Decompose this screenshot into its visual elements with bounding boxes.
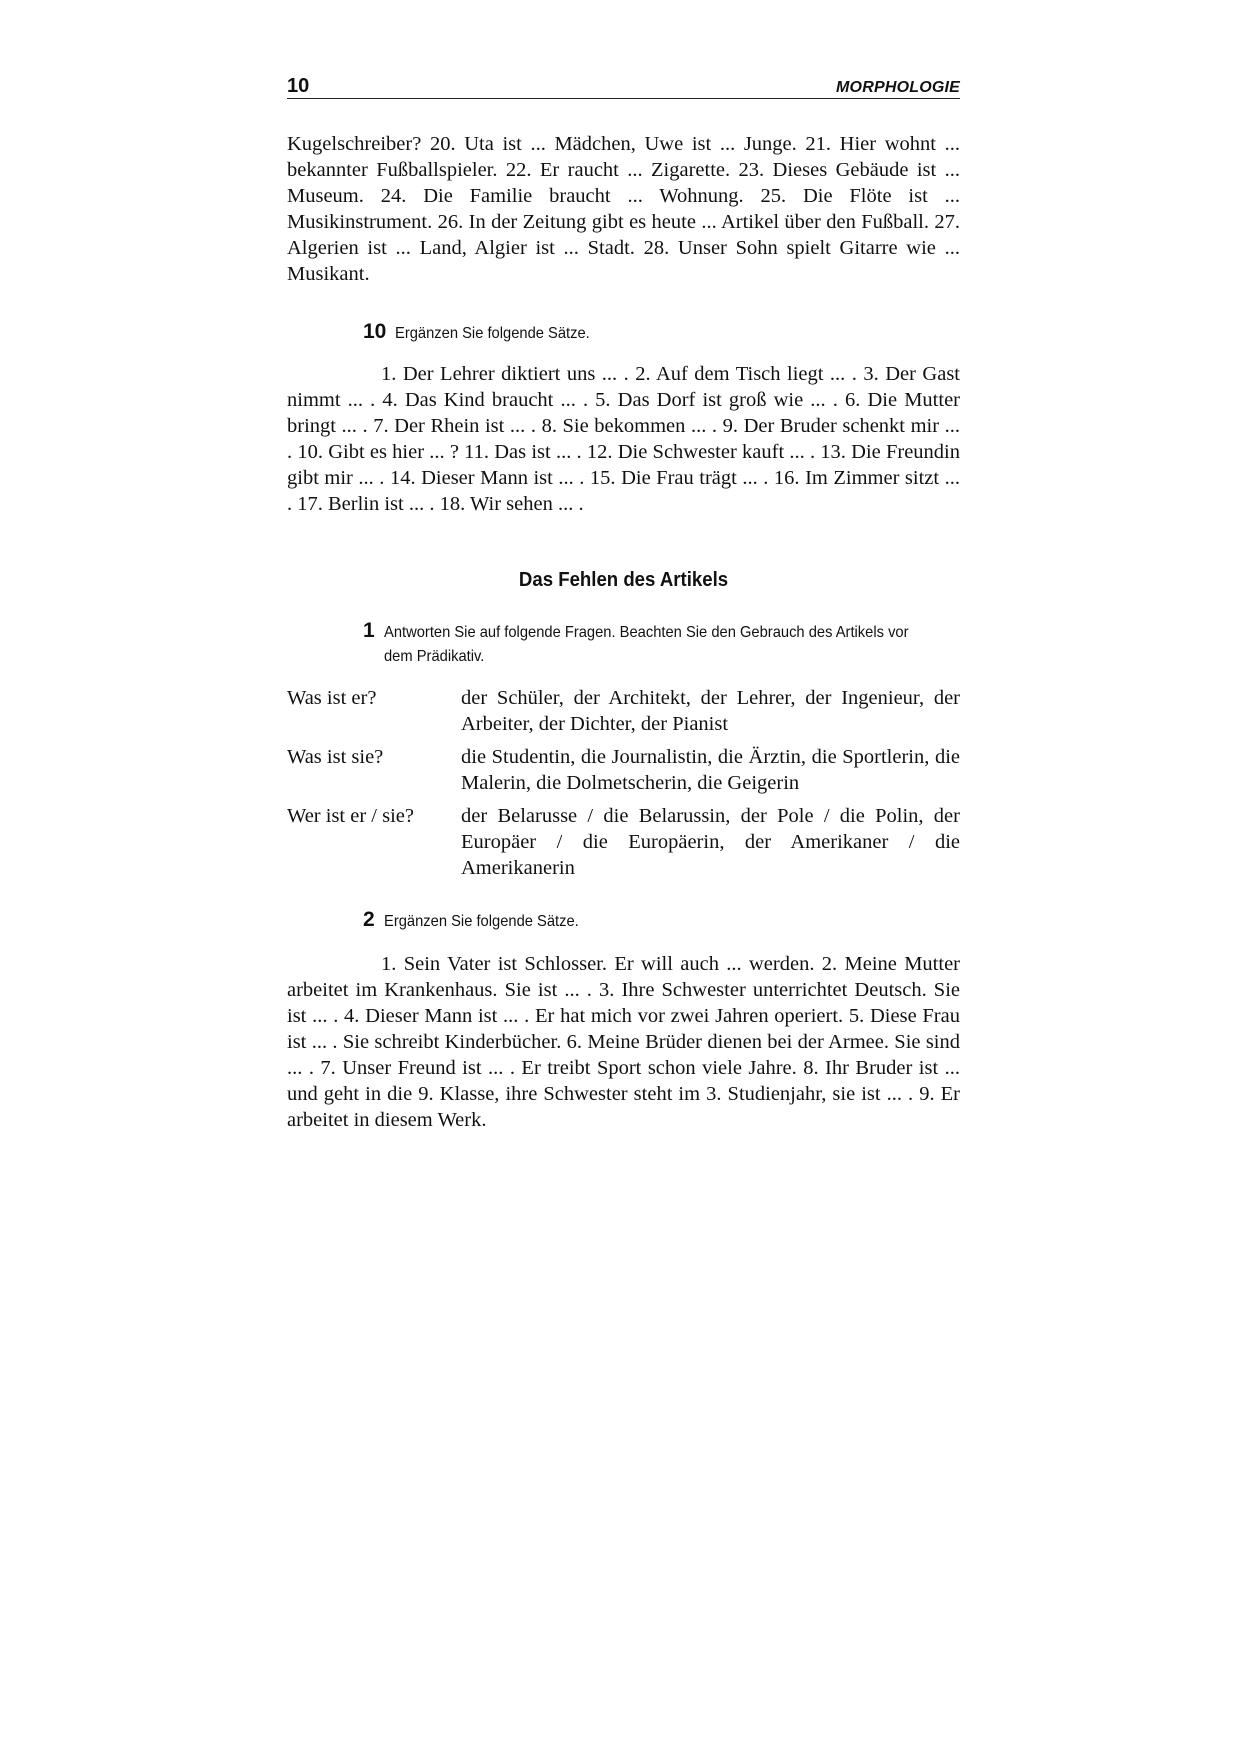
question-cell: Was ist sie? <box>287 746 384 768</box>
table-row <box>287 803 960 881</box>
task-2-sentences: 1. Sein Vater ist Schlosser. Er will auch ... werden. 2. Meine Mutter arbeitet im Krankenhaus. Sie ist ... . 3. Ihre Schwester unterrichtet Deutsch. Sie ist ... . 4. Dieser Mann ist ... . Er hat mich vor zwei Jahren operiert. 5. Diese Frau ist ... . Sie schreibt Kinderbücher. 6. Meine Brüder dienen bei der Armee. Sie sind ... . 7. Unser Freund ist ... . Er treibt Sport schon viele Jahre. 8. Ihr Bruder ist ... und geht in die 9. Klasse, ihre Schwester steht im 3. Studienjahr, sie ist ... . 9. Er arbeitet in diesem Werk. <box>287 953 960 1131</box>
task-10-sentences: 1. Der Lehrer diktiert uns ... . 2. Auf dem Tisch liegt ... . 3. Der Gast nimmt ... . 4. Das Kind braucht ... . 5. Das Dorf ist groß wie ... . 6. Die Mutter bringt ... . 7. Der Rhein ist ... . 8. Sie bekommen ... . 9. Der Bruder schenkt mir ... . 10. Gibt es hier ... ? 11. Das ist ... . 12. Die Schwester kauft ... . 13. Die Freundin gibt mir ... . 14. Dieser Mann ist ... . 15. Die Frau trägt ... . 16. Im Zimmer sitzt ... . 17. Berlin ist ... . 18. Wir sehen ... . <box>287 363 960 515</box>
question-cell: Wer ist er / sie? <box>287 805 414 827</box>
task-instruction: Ergänzen Sie folgende Sätze. <box>395 325 591 342</box>
task-instruction: Antworten Sie auf folgende Fragen. Beachten Sie den Gebrauch des Artikels vor dem Prädikativ. <box>383 624 909 665</box>
question-cell: Was ist er? <box>287 687 377 709</box>
task-heading-1 <box>287 620 960 669</box>
running-header <box>287 72 960 99</box>
running-section-title: MORPHOLOGIE <box>836 79 960 96</box>
section-title: Das Fehlen des Artikels <box>518 569 729 591</box>
continued-exercise-text: Kugelschreiber? 20. Uta ist ... Mädchen, Uwe ist ... Junge. 21. Hier wohnt ... bekannter Fußballspieler. 22. Er raucht ... Zigarette. 23. Dieses Gebäude ist ... Museum. 24. Die Familie braucht ... Wohnung. 25. Die Flöte ist ... Musikinstrument. 26. In der Zeitung gibt es heute ... Artikel über den Fußball. 27. Algerien ist ... Land, Algier ist ... Stadt. 28. Unser Sohn spielt Gitarre wie ... Musikant. <box>287 133 960 285</box>
task-heading-2 <box>287 909 960 933</box>
task-number: 2 <box>363 908 375 931</box>
task-heading-10 <box>287 321 960 345</box>
page-number: 10 <box>287 75 310 97</box>
answer-cell: die Studentin, die Journalistin, die Ärztin, die Sportlerin, die Malerin, die Dolmetscherin, die Geigerin <box>461 746 960 794</box>
task-instruction: Ergänzen Sie folgende Sätze. <box>383 913 579 930</box>
answer-cell: der Belarusse / die Belarussin, der Pole / die Polin, der Europäer / die Europäerin, der Amerikaner / die Amerikanerin <box>461 805 960 879</box>
table-row <box>287 685 960 737</box>
question-answer-table <box>287 685 960 881</box>
answer-cell: der Schüler, der Architekt, der Lehrer, der Ingenieur, der Arbeiter, der Dichter, der Pianist <box>461 687 960 735</box>
task-number: 10 <box>363 320 387 343</box>
book-page <box>287 72 960 1133</box>
task-number: 1 <box>363 619 375 642</box>
table-row <box>287 744 960 796</box>
